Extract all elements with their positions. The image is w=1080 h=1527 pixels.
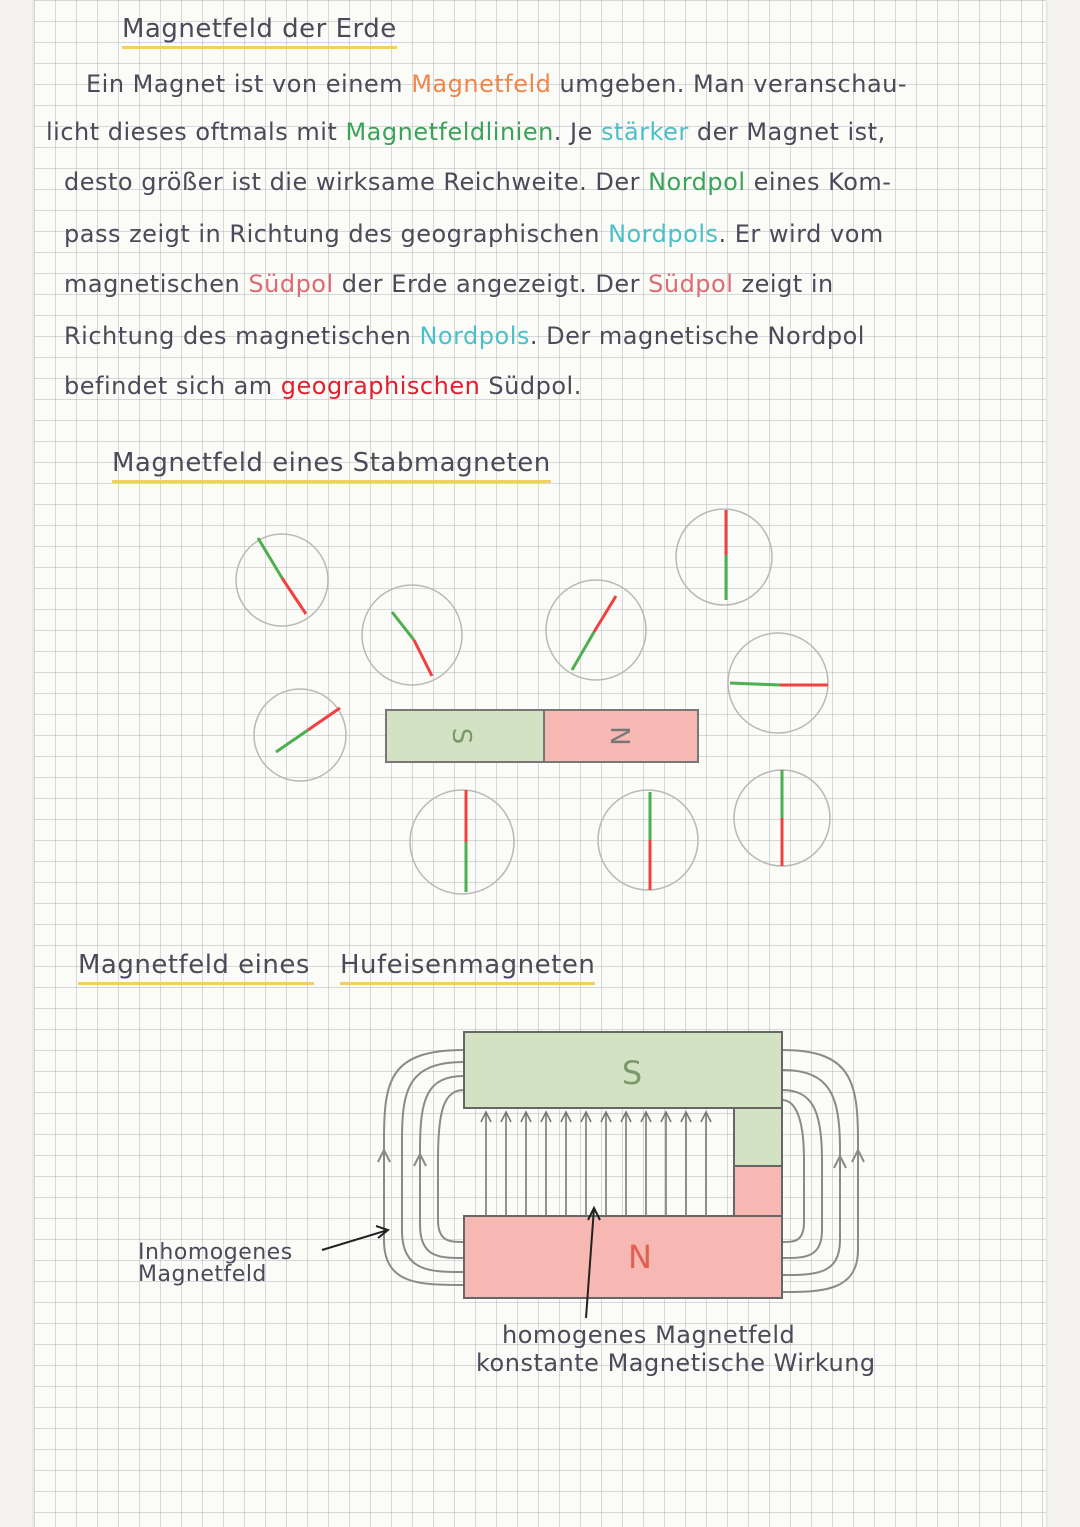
paragraph-run: Ein Magnet ist von einem — [86, 70, 412, 98]
heading-horseshoe-part1: Magnetfeld eines — [78, 950, 314, 985]
label-inhomogeneous-field — [138, 1242, 293, 1286]
horseshoe-n-label: N — [628, 1238, 652, 1276]
label-inhomogeneous-line2: Magnetfeld — [138, 1262, 267, 1287]
paragraph-run: desto größer ist die wirksame Reichweite. Der — [64, 168, 649, 196]
horseshoe-s-label: S — [621, 1054, 643, 1092]
heading-horseshoe-part2: Hufeisenmagneten — [340, 950, 595, 985]
paragraph-run: geographischen — [280, 372, 481, 400]
paragraph-run: Nordpols — [419, 322, 530, 350]
paragraph-run: befindet sich am — [64, 372, 281, 400]
paragraph-run: magnetischen — [64, 270, 249, 298]
paragraph-run: Südpol. — [480, 372, 582, 400]
bar-magnet-s-label: S — [446, 727, 476, 745]
paragraph-run: . Der magnetische Nordpol — [529, 322, 865, 350]
paragraph-run: Südpol — [648, 270, 734, 298]
heading-earth-magnetic-field: Magnetfeld der Erde — [122, 14, 397, 49]
paragraph-run: umgeben. Man veranschau- — [551, 70, 908, 98]
label-homogeneous-field-line1: homogenes Magnetfeld — [502, 1321, 796, 1349]
paragraph-run: stärker — [601, 118, 689, 146]
paragraph-run: Magnetfeld — [411, 70, 552, 98]
paragraph-run: licht dieses oftmals mit — [46, 118, 346, 146]
paragraph-run: . Je — [553, 118, 602, 146]
paragraph-run: zeigt in — [733, 270, 834, 298]
paragraph-run: eines Kom- — [745, 168, 892, 196]
homogeneous-field-lines — [481, 1112, 711, 1216]
bar-magnet-n-label: N — [604, 726, 634, 746]
paragraph-run: pass zeigt in Richtung des geographischen — [64, 220, 609, 248]
horseshoe-north-arm — [464, 1216, 782, 1298]
label-homogeneous-field-line2: konstante Magnetische Wirkung — [476, 1349, 876, 1377]
paragraph-run: der Magnet ist, — [688, 118, 886, 146]
heading-bar-magnet: Magnetfeld eines Stabmagneten — [112, 448, 551, 483]
label-inhomogeneous-line1: Inhomogenes — [138, 1240, 293, 1265]
paragraph-run: Südpol — [248, 270, 334, 298]
paragraph-run: Magnetfeldlinien — [345, 118, 554, 146]
paragraph-run: . Er wird vom — [718, 220, 884, 248]
paragraph-run: Nordpols — [608, 220, 719, 248]
paragraph-run: Richtung des magnetischen — [64, 322, 420, 350]
paragraph-run: der Erde angezeigt. Der — [333, 270, 649, 298]
paragraph-run: Nordpol — [648, 168, 746, 196]
